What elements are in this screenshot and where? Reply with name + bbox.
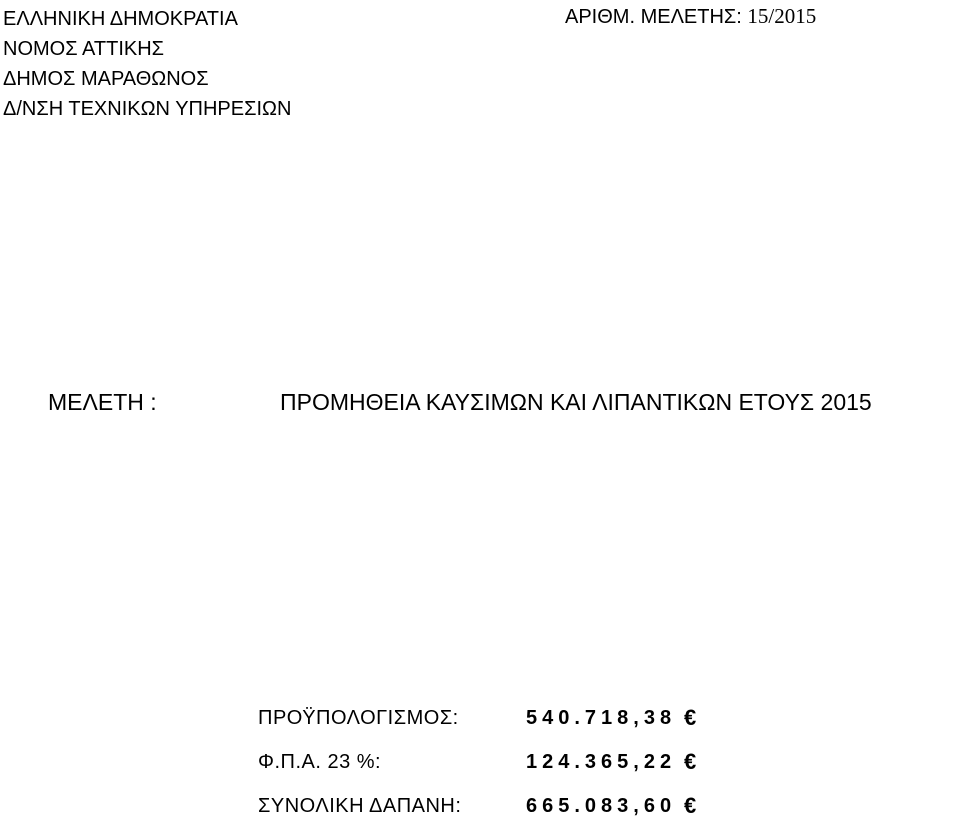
cost-value: 124.365,22: [526, 751, 677, 773]
cost-value: 540.718,38: [526, 707, 677, 729]
study-number-label: ΑΡΙΘΜ. ΜΕΛΕΤΗΣ:: [565, 6, 742, 28]
study-number: [565, 4, 816, 29]
authority-line-prefecture: ΝΟΜΟΣ ΑΤΤΙΚΗΣ: [3, 38, 165, 60]
cost-label: ΠΡΟΫΠΟΛΟΓΙΣΜΟΣ:: [258, 707, 459, 729]
authority-line-department: Δ/ΝΣΗ ΤΕΧΝΙΚΩΝ ΥΠΗΡΕΣΙΩΝ: [3, 98, 292, 120]
cost-label: Φ.Π.Α. 23 %:: [258, 751, 382, 773]
authority-line-municipality: ΔΗΜΟΣ ΜΑΡΑΘΩΝΟΣ: [3, 68, 209, 90]
authority-line-republic: ΕΛΛΗΝΙΚΗ ΔΗΜΟΚΡΑΤΙΑ: [3, 8, 238, 30]
euro-icon: €: [684, 705, 697, 730]
study-heading: [0, 385, 960, 419]
study-title: ΠΡΟΜΗΘΕΙΑ ΚΑΥΣΙΜΩΝ ΚΑΙ ΛΙΠΑΝΤΙΚΩΝ ΕΤΟΥΣ 2015: [280, 389, 872, 415]
issuing-authority: [3, 4, 291, 124]
euro-icon: €: [684, 793, 697, 818]
cost-label: ΣΥΝΟΛΙΚΗ ΔΑΠΑΝΗ:: [258, 795, 462, 817]
euro-icon: €: [684, 749, 697, 774]
study-number-value: 15/2015: [747, 4, 817, 28]
cost-value: 665.083,60: [526, 795, 677, 817]
study-label: ΜΕΛΕΤΗ :: [48, 389, 157, 415]
